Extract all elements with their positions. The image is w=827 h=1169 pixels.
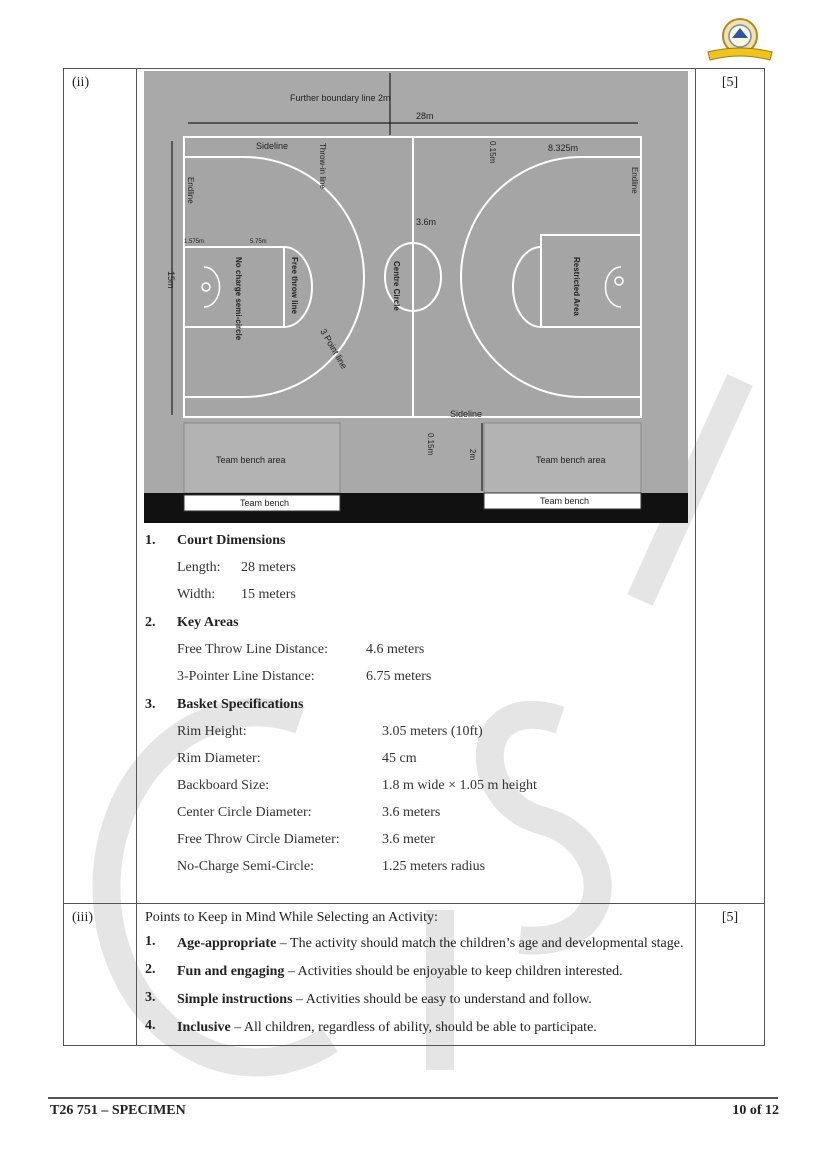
list-item	[145, 990, 687, 1009]
item-text: – The activity should match the children’s age and developmental stage.	[276, 936, 684, 951]
dim-8325-label: 8.325m	[548, 143, 579, 153]
item-bold: Age-appropriate	[177, 936, 277, 951]
bench-area-right-label: Team bench area	[536, 455, 606, 465]
spec-label: Center Circle Diameter:	[177, 805, 312, 820]
section-number: 2.	[145, 615, 156, 630]
question-number: (ii)	[64, 69, 137, 904]
three-point-label: 3 Point line	[318, 327, 350, 371]
item-number: 2.	[145, 962, 156, 977]
list-item	[145, 962, 687, 981]
dim-36-label: 3.6m	[416, 217, 437, 227]
table-row-q3	[64, 904, 765, 1046]
spec-value: 1.25 meters radius	[382, 859, 486, 874]
spec-label: Free Throw Line Distance:	[177, 642, 328, 657]
spec-row	[177, 669, 687, 687]
length-label: 28m	[416, 111, 434, 121]
endline-right-label: Endline	[630, 167, 639, 194]
cisce-logo	[704, 14, 776, 64]
free-throw-label: Free throw line	[290, 257, 299, 314]
activity-points	[137, 904, 695, 1045]
spec-row	[177, 587, 687, 605]
court-specs	[137, 533, 695, 877]
spec-value: 6.75 meters	[366, 669, 432, 684]
spec-label: Width:	[177, 587, 216, 602]
no-charge-label: No charge semi-circle	[234, 257, 243, 341]
spec-row	[177, 560, 687, 578]
item-text: – Activities should be enjoyable to keep children interested.	[284, 964, 623, 979]
spec-row	[177, 751, 687, 769]
bench-right-label: Team bench	[540, 496, 590, 506]
restricted-area-label: Restricted Area	[572, 257, 581, 316]
item-number: 1.	[145, 934, 156, 949]
spec-label: Rim Diameter:	[177, 751, 261, 766]
spec-value: 1.8 m wide × 1.05 m height	[382, 778, 537, 793]
item-number: 4.	[145, 1018, 156, 1033]
spec-row	[177, 642, 687, 660]
list-item	[145, 934, 687, 953]
paper-code: T26 751 – SPECIMEN	[50, 1103, 186, 1118]
court-svg	[144, 71, 688, 523]
dim-575-label: 5.75m	[250, 239, 267, 245]
spec-row	[177, 778, 687, 796]
question-number: (iii)	[64, 904, 137, 1046]
item-bold: Fun and engaging	[177, 964, 285, 979]
answer-cell	[137, 69, 696, 904]
item-bold: Simple instructions	[177, 992, 293, 1007]
page-number: 10 of 12	[732, 1103, 779, 1118]
spec-label: No-Charge Semi-Circle:	[177, 859, 314, 874]
spec-label: Length:	[177, 560, 221, 575]
spec-label: Backboard Size:	[177, 778, 270, 793]
dim-015-top-label: 0.15m	[488, 141, 497, 164]
list-item	[145, 1018, 687, 1037]
throw-in-label: Throw-in line	[318, 143, 327, 189]
bench-left-label: Team bench	[240, 498, 290, 508]
dim-015-bottom-label: 0.15m	[426, 433, 435, 456]
bench-area-left-label: Team bench area	[216, 455, 286, 465]
endline-left-label: Endline	[186, 177, 195, 204]
spec-label: Rim Height:	[177, 724, 247, 739]
answer-table	[63, 68, 765, 1046]
spec-value: 15 meters	[241, 587, 296, 602]
table-row-q2	[64, 69, 765, 904]
section-number: 1.	[145, 533, 156, 548]
answer-cell	[137, 904, 696, 1046]
spec-row	[177, 832, 687, 850]
spec-value: 28 meters	[241, 560, 296, 575]
item-text: – Activities should be easy to understand and follow.	[292, 992, 592, 1007]
marks-cell: [5]	[696, 69, 765, 904]
spec-value: 4.6 meters	[366, 642, 425, 657]
footer-divider	[48, 1097, 778, 1099]
spec-label: 3-Pointer Line Distance:	[177, 669, 315, 684]
sideline-bottom-label: Sideline	[450, 409, 483, 419]
spec-row	[177, 805, 687, 823]
section-title: Key Areas	[177, 615, 239, 630]
item-text: – All children, regardless of ability, should be able to participate.	[230, 1020, 597, 1035]
spec-value: 3.6 meters	[382, 805, 441, 820]
spec-row	[177, 724, 687, 742]
centre-circle-label: Centre Circle	[392, 261, 401, 311]
dim-2m-label: 2m	[468, 449, 477, 461]
points-intro: Points to Keep in Mind While Selecting an Activity:	[145, 910, 438, 925]
sideline-top-label: Sideline	[256, 141, 289, 151]
spec-label: Free Throw Circle Diameter:	[177, 832, 340, 847]
section-heading	[145, 615, 687, 633]
spec-row	[177, 859, 687, 877]
spec-value: 3.05 meters (10ft)	[382, 724, 483, 739]
section-heading	[145, 697, 687, 715]
section-heading	[145, 533, 687, 551]
spec-value: 3.6 meter	[382, 832, 435, 847]
width-label: 15m	[166, 271, 176, 289]
item-number: 3.	[145, 990, 156, 1005]
spec-value: 45 cm	[382, 751, 417, 766]
section-title: Basket Specifications	[177, 697, 304, 712]
further-boundary-label: Further boundary line 2m	[290, 93, 391, 103]
basketball-court-diagram	[144, 71, 688, 523]
dim-1575-label: 1.575m	[184, 239, 205, 245]
section-number: 3.	[145, 697, 156, 712]
marks-cell: [5]	[696, 904, 765, 1046]
section-title: Court Dimensions	[177, 533, 286, 548]
item-bold: Inclusive	[177, 1020, 231, 1035]
